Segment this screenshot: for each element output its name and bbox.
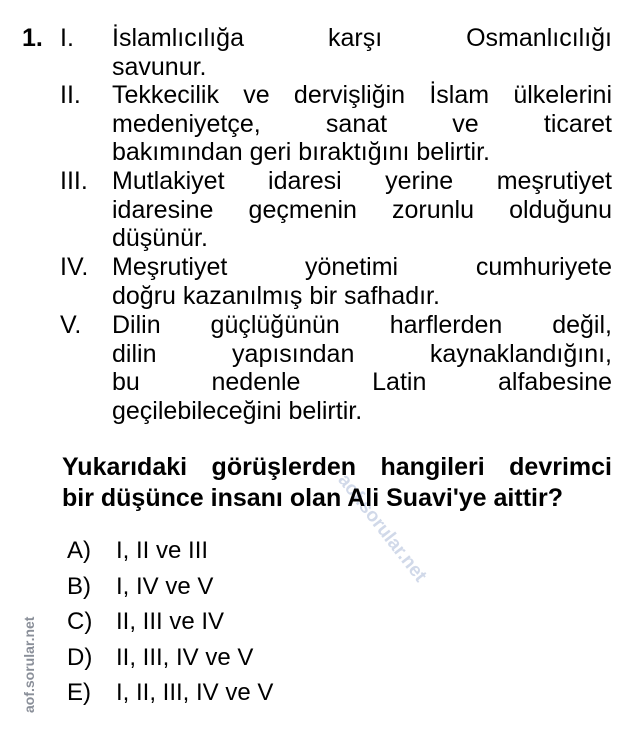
statement-1: [60, 24, 612, 81]
option-letter: B): [67, 572, 91, 600]
statement-line: Meşrutiyet yönetimi cumhuriyete: [112, 253, 612, 281]
question-prompt: [62, 452, 612, 514]
statement-line: bakımından geri bıraktığını belirtir.: [112, 138, 490, 166]
option-letter: A): [67, 537, 91, 564]
statement-text: [112, 81, 612, 167]
roman-numeral: III.: [60, 167, 88, 195]
statement-line: medeniyetçe, sanat ve ticaret: [112, 109, 612, 138]
roman-numeral: V.: [60, 311, 82, 339]
option-letter: D): [67, 643, 93, 671]
statement-line: düşünür.: [112, 224, 208, 252]
option-letter: C): [67, 608, 93, 635]
option-text: I, II, III, IV ve V: [116, 679, 274, 706]
option-text: II, III, IV ve V: [116, 643, 254, 671]
prompt-line: Yukarıdaki görüşlerden hangileri devrimci: [62, 453, 612, 481]
statement-line: İslamlıcılığa karşı Osmanlıcılığı: [112, 24, 612, 52]
question-number: 1.: [22, 24, 43, 52]
watermark-diagonal: aof.sorular.net: [333, 470, 431, 587]
roman-numeral: II.: [60, 81, 81, 109]
statement-line: dilin yapısından kaynaklandığını,: [112, 339, 612, 368]
option-text: I, II ve III: [116, 537, 209, 564]
statement-3: [60, 167, 612, 253]
statement-line: bu nedenle Latin alfabesine: [112, 368, 612, 396]
statement-5: [60, 311, 612, 425]
option-letter: E): [67, 679, 91, 706]
watermark-side: aof.sorular.net: [21, 616, 37, 713]
statement-line: Mutlakiyet idaresi yerine meşrutiyet: [112, 167, 612, 195]
statement-text: [112, 24, 612, 81]
statement-2: [60, 81, 612, 167]
option-text: II, III ve IV: [116, 608, 225, 635]
statement-4: [60, 253, 612, 310]
statement-text: [112, 311, 612, 425]
statement-text: [112, 253, 612, 310]
roman-numeral: I.: [60, 24, 74, 52]
statement-line: doğru kazanılmış bir safhadır.: [112, 281, 440, 310]
statement-text: [112, 167, 612, 253]
statement-line: savunur.: [112, 52, 207, 81]
roman-numeral: IV.: [60, 253, 89, 281]
option-text: I, IV ve V: [116, 572, 214, 600]
prompt-line: bir düşünce insanı olan Ali Suavi'ye aittir?: [62, 484, 563, 512]
statement-line: idaresine geçmenin zorunlu olduğunu: [112, 195, 612, 224]
statement-line: geçilebileceğini belirtir.: [112, 396, 363, 425]
statement-line: Tekkecilik ve dervişliğin İslam ülkelerini: [112, 81, 612, 109]
statement-line: Dilin güçlüğünün harflerden değil,: [112, 311, 612, 339]
